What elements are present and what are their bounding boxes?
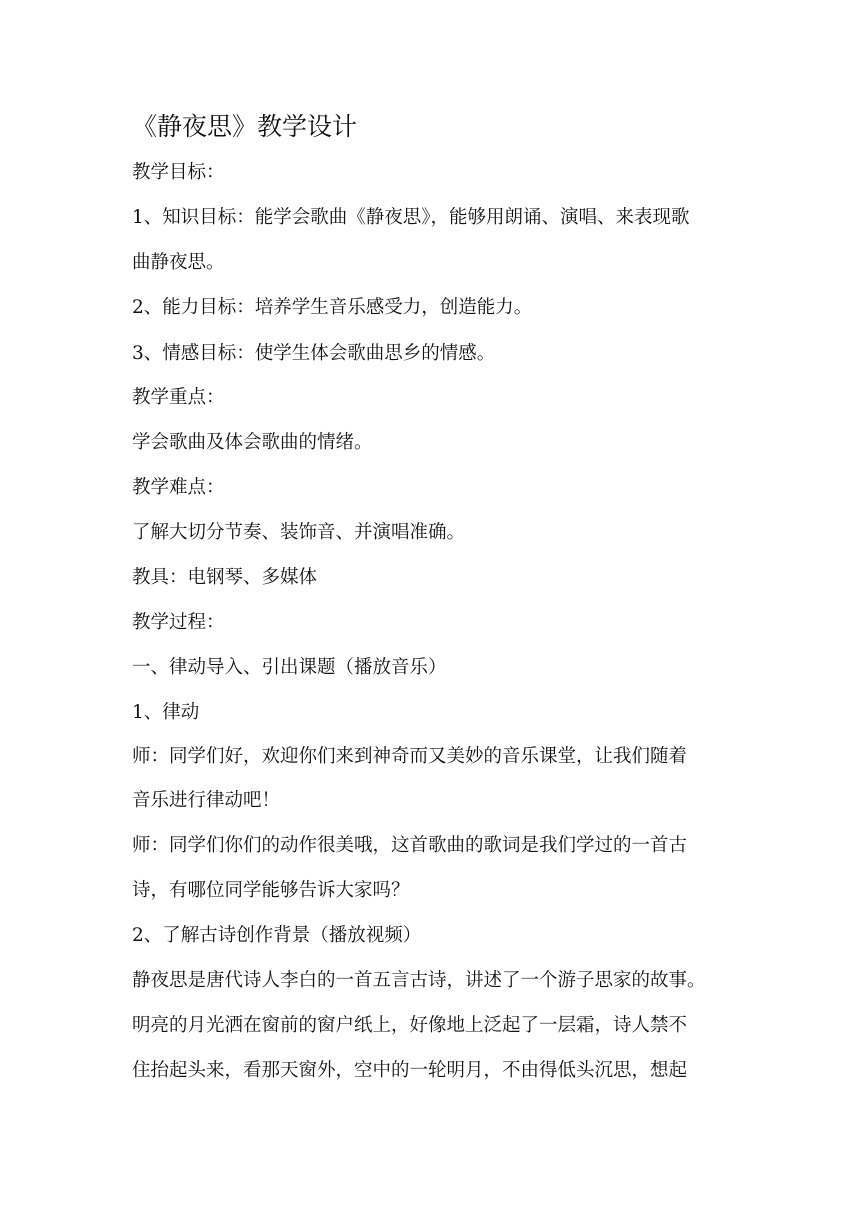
paragraph-line: 学会歌曲及体会歌曲的情绪。 (132, 432, 373, 453)
paragraph-line: 诗，有哪位同学能够告诉大家吗？ (132, 880, 410, 901)
paragraph-line: 一、律动导入、引出课题（播放音乐） (132, 657, 447, 678)
paragraph-line: 明亮的月光洒在窗前的窗户纸上，好像地上泛起了一层霜，诗人禁不 (132, 1015, 688, 1036)
section-heading-difficulties: 教学难点： (132, 477, 225, 498)
paragraph-line: 2、能力目标：培养学生音乐感受力，创造能力。 (132, 297, 533, 318)
paragraph-line: 师：同学们你们的动作很美哦，这首歌曲的歌词是我们学过的一首古 (132, 835, 688, 856)
paragraph-line: 师：同学们好，欢迎你们来到神奇而又美妙的音乐课堂，让我们随着 (132, 746, 688, 767)
section-heading-key-points: 教学重点： (132, 387, 225, 408)
section-heading-process: 教学过程： (132, 612, 225, 633)
section-heading-objectives: 教学目标： (132, 162, 225, 183)
paragraph-line: 了解大切分节奏、装饰音、并演唱准确。 (132, 522, 466, 543)
paragraph-line: 曲静夜思。 (132, 252, 225, 273)
paragraph-line: 音乐进行律动吧！ (132, 790, 281, 811)
document-title: 《静夜思》教学设计 (132, 112, 358, 141)
paragraph-line: 住抬起头来，看那天窗外，空中的一轮明月，不由得低头沉思，想起 (132, 1060, 688, 1081)
paragraph-line: 教具：电钢琴、多媒体 (132, 567, 318, 588)
paragraph-line: 3、情感目标：使学生体会歌曲思乡的情感。 (132, 343, 496, 364)
paragraph-line: 静夜思是唐代诗人李白的一首五言古诗，讲述了一个游子思家的故事。 (132, 970, 706, 991)
paragraph-line: 1、知识目标：能学会歌曲《静夜思》，能够用朗诵、演唱、来表现歌 (132, 207, 690, 228)
paragraph-line: 2、了解古诗创作背景（播放视频） (132, 925, 422, 946)
paragraph-line: 1、律动 (132, 702, 200, 723)
